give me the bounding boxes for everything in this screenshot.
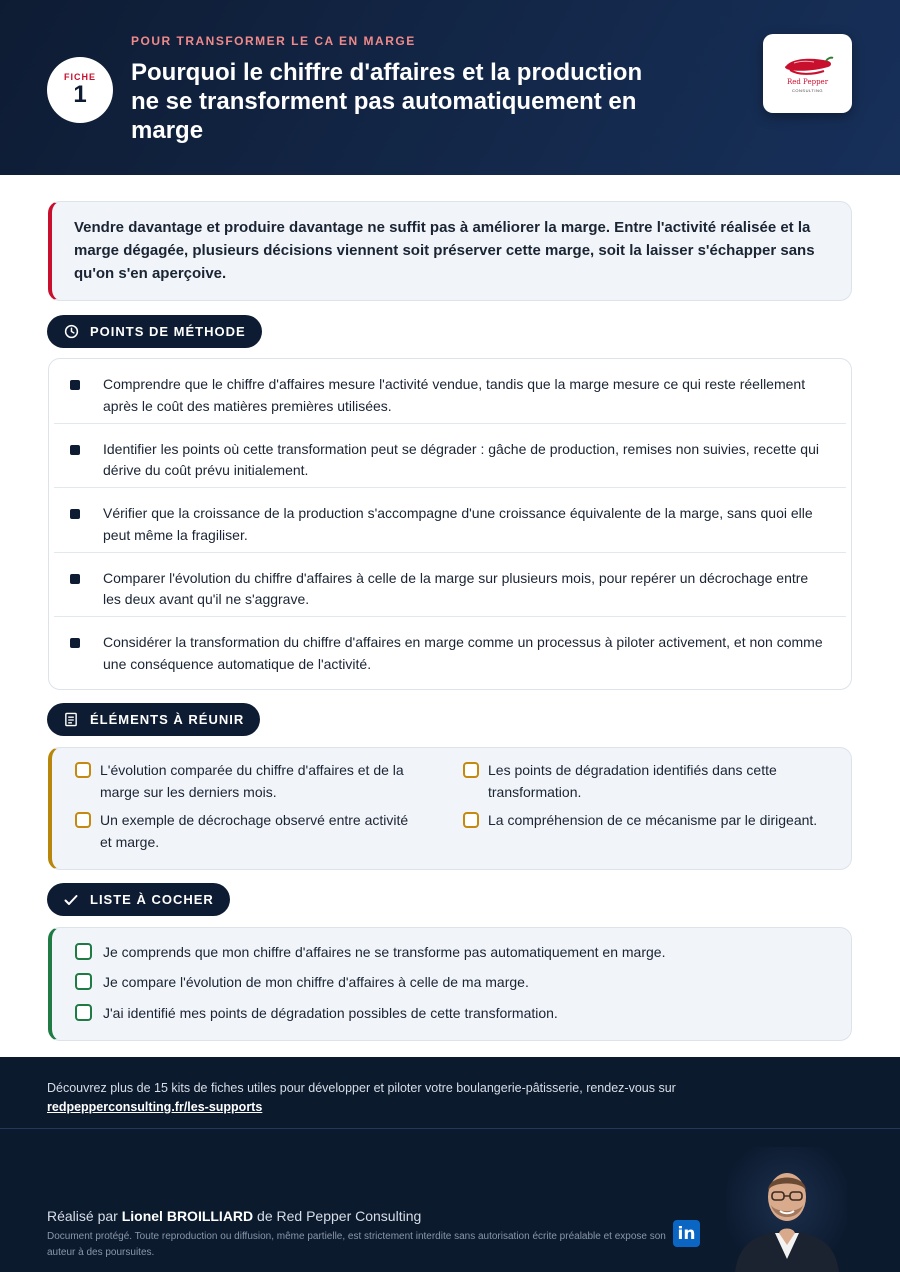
bullet-icon [70,638,80,648]
footer-divider [0,1128,900,1129]
red-pepper-logo [763,34,852,113]
check-icon [63,892,79,908]
intro-callout [48,201,852,301]
list-item: Comparer l'évolution du chiffre d'affaires à celle de la marge sur plusieurs mois, pour repérer un décrochage entre les deux avant qu'il ne s'aggrave. [54,553,846,618]
kicker: POUR TRANSFORMER LE CA EN MARGE [131,34,416,48]
author-name: Lionel BROILLIARD [121,1208,254,1224]
bullet-icon [70,574,80,584]
bullet-icon [70,380,80,390]
bullet-icon [70,509,80,519]
checkbox[interactable] [75,812,91,828]
bullet-icon [70,445,80,455]
fiche-label: FICHE [64,72,96,82]
elements-card [48,747,852,870]
section-title-elements: ÉLÉMENTS À RÉUNIR [90,712,245,727]
section-title-method: POINTS DE MÉTHODE [90,324,246,339]
page-title: Pourquoi le chiffre d'affaires et la production ne se transforment pas automatiquement en marge [131,59,643,144]
list-item: L'évolution comparée du chiffre d'affaires et de la marge sur les derniers mois. [75,760,415,803]
section-pill-method [47,315,262,348]
checkbox[interactable] [75,973,92,990]
checkbox[interactable] [463,812,479,828]
linkedin-icon[interactable]: in [673,1220,700,1247]
method-card [48,358,852,690]
fiche-badge [47,57,113,123]
list-item: J'ai identifié mes points de dégradation possibles de cette transformation. [75,1004,558,1021]
list-item: Je compare l'évolution de mon chiffre d'affaires à celle de ma marge. [75,973,529,990]
list-item: Comprendre que le chiffre d'affaires mesure l'activité vendue, tandis que la marge mesure ce qui reste réellement après le coût des matières premières utilisées. [54,359,846,424]
legal-notice: Document protégé. Toute reproduction ou diffusion, même partielle, est strictement interdite sans autorisation écrite préalable et expose son auteur à des poursuites. [47,1231,666,1258]
footer-promo: Découvrez plus de 15 kits de fiches utiles pour développer et piloter votre boulangerie-pâtisserie, rendez-vous sur [47,1081,676,1095]
list-item: La compréhension de ce mécanisme par le dirigeant. [463,810,833,832]
list-item: Identifier les points où cette transformation peut se dégrader : gâche de production, remises non suivies, recette qui dérive du coût prévu initialement. [54,424,846,489]
footer [0,1057,900,1272]
list-item: Un exemple de décrochage observé entre activité et marge. [75,810,415,853]
header [0,0,900,175]
section-pill-elements [47,703,260,736]
supports-link[interactable]: redpepperconsulting.fr/les-supports [47,1100,263,1114]
checkbox[interactable] [75,762,91,778]
fiche-number: 1 [73,81,87,108]
checkbox[interactable] [75,1004,92,1021]
intro-text: Vendre davantage et produire davantage ne suffit pas à améliorer la marge. Entre l'activité réalisée et la marge dégagée, plusieurs décisions viennent soit préserver cette marge, soit la laisser s'échapper sans qu'on s'en aperçoive. [74,219,815,282]
logo-subtitle: CONSULTING [792,87,823,93]
section-title-checklist: LISTE À COCHER [90,892,214,907]
list-item: Je comprends que mon chiffre d'affaires ne se transforme pas automatiquement en marge. [75,943,665,960]
list-item: Vérifier que la croissance de la production s'accompagne d'une croissance équivalente de la marge, sans quoi elle peut même la fragiliser. [54,488,846,553]
list-item: Les points de dégradation identifiés dans cette transformation. [463,760,833,803]
checkbox[interactable] [463,762,479,778]
list-item: Considérer la transformation du chiffre d'affaires en marge comme un processus à piloter activement, et non comme une conséquence automatique de l'activité. [54,617,846,682]
author-portrait [727,1147,847,1272]
document-icon [63,712,79,728]
clock-icon [63,324,79,340]
section-pill-checklist [47,883,230,916]
pepper-icon [782,55,834,77]
footer-author: Réalisé par Lionel BROILLIARD de Red Pepper Consulting [47,1208,422,1224]
checkbox[interactable] [75,943,92,960]
logo-text: Red Pepper [786,77,829,86]
checklist-card [48,927,852,1041]
